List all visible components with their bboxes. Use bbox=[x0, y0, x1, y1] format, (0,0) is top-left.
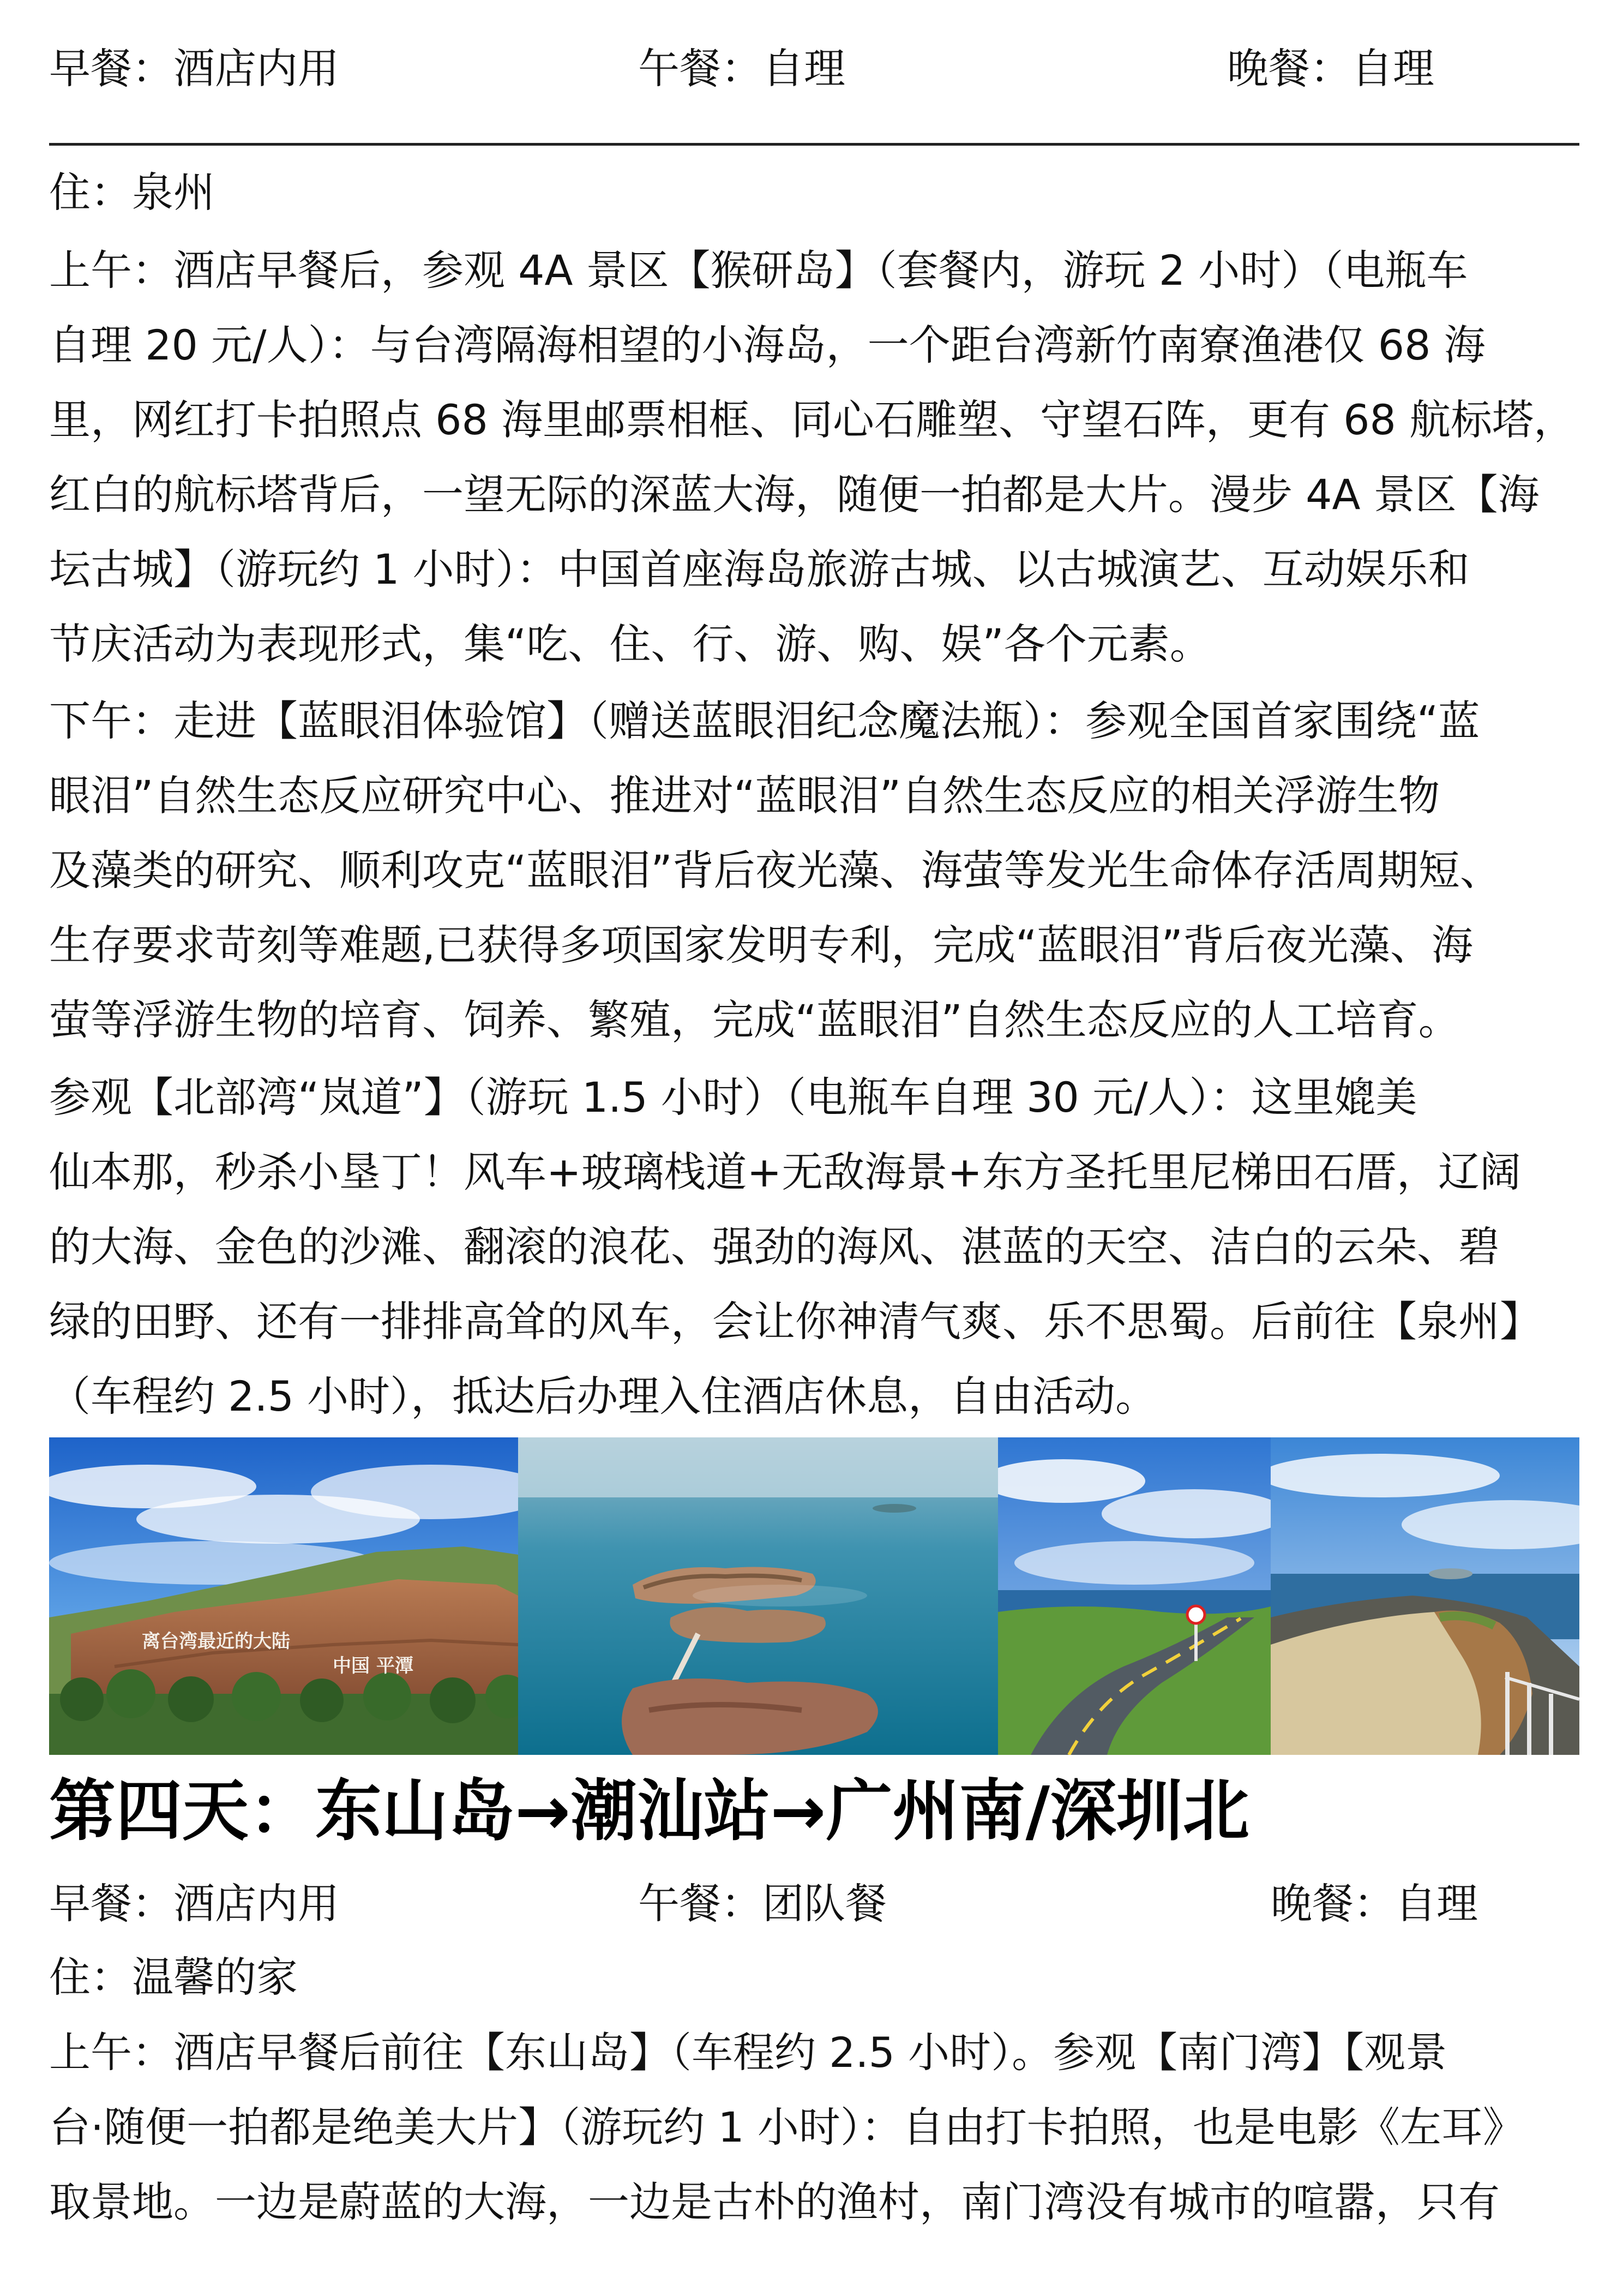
photo-coastal-road bbox=[998, 1437, 1271, 1755]
text-line: 绿的田野、还有一排排高耸的风车，会让你神清气爽、乐不思蜀。后前往【泉州】 bbox=[49, 1297, 1541, 1346]
text-line: 自理 20 元/人）：与台湾隔海相望的小海岛，一个距台湾新竹南寮渔港仅 68 海 bbox=[49, 321, 1486, 369]
day3-dinner: 晚餐：自理 bbox=[1227, 44, 1434, 93]
photo-cliff-sign bbox=[49, 1437, 518, 1755]
text-line: （车程约 2.5 小时），抵达后办理入住酒店休息，自由活动。 bbox=[49, 1372, 1157, 1420]
text-line: 里，网红打卡拍照点 68 海里邮票相框、同心石雕塑、守望石阵，更有 68 航标塔， bbox=[49, 395, 1576, 444]
day4-dinner: 晚餐：自理 bbox=[1271, 1879, 1478, 1928]
text-line: 下午：走进【蓝眼泪体验馆】（赠送蓝眼泪纪念魔法瓶）：参观全国首家围绕“蓝 bbox=[49, 697, 1480, 745]
text-line: 红白的航标塔背后，一望无际的深蓝大海，随便一拍都是大片。漫步 4A 景区【海 bbox=[49, 470, 1540, 519]
day3-breakfast: 早餐：酒店内用 bbox=[49, 44, 339, 93]
day3-visit-paragraph bbox=[49, 1060, 1579, 1434]
day4-breakfast: 早餐：酒店内用 bbox=[49, 1879, 339, 1928]
text-line: 及藻类的研究、顺利攻克“蓝眼泪”背后夜光藻、海萤等发光生命体存活周期短、 bbox=[49, 846, 1501, 895]
text-line: 仙本那，秒杀小垦丁！风车+玻璃栈道+无敌海景+东方圣托里尼梯田石厝，辽阔 bbox=[49, 1148, 1522, 1196]
text-line: 生存要求苛刻等难题,已获得多项国家发明专利，完成“蓝眼泪”背后夜光藻、海 bbox=[49, 921, 1473, 969]
text-line: 节庆活动为表现形式，集“吃、住、行、游、购、娱”各个元素。 bbox=[49, 620, 1211, 668]
photo-strip bbox=[49, 1437, 1579, 1755]
day4-stay: 住：温馨的家 bbox=[49, 1953, 298, 2001]
text-line: 上午：酒店早餐后，参观 4A 景区【猴研岛】（套餐内，游玩 2 小时）（电瓶车 bbox=[49, 246, 1468, 295]
text-line: 的大海、金色的沙滩、翻滚的浪花、强劲的海风、湛蓝的天空、洁白的云朵、碧 bbox=[49, 1222, 1500, 1271]
day4-morning-paragraph bbox=[49, 2015, 1579, 2239]
section-divider bbox=[49, 143, 1579, 146]
day3-afternoon-paragraph bbox=[49, 684, 1579, 1057]
text-line: 坛古城】（游玩约 1 小时）：中国首座海岛旅游古城、以古城演艺、互动娱乐和 bbox=[49, 545, 1470, 594]
photo-coastal-ridge bbox=[1271, 1437, 1579, 1755]
cliff-sign-text-1: 离台湾最近的大陆 bbox=[142, 1630, 290, 1652]
day4-title: 第四天：东山岛→潮汕站→广州南/深圳北 bbox=[49, 1772, 1250, 1850]
text-line: 取景地。一边是蔚蓝的大海，一边是古朴的渔村，南门湾没有城市的喧嚣，只有 bbox=[49, 2178, 1500, 2226]
text-line: 台·随便一拍都是绝美大片】（游玩约 1 小时）：自由打卡拍照，也是电影《左耳》 bbox=[49, 2103, 1524, 2151]
day3-lunch: 午餐：自理 bbox=[638, 44, 845, 93]
text-line: 萤等浮游生物的培育、饲养、繁殖，完成“蓝眼泪”自然生态反应的人工培育。 bbox=[49, 996, 1460, 1044]
day4-lunch: 午餐：团队餐 bbox=[638, 1879, 887, 1928]
day3-stay: 住：泉州 bbox=[49, 168, 215, 217]
day3-morning-paragraph bbox=[49, 233, 1579, 681]
photo-aerial-island bbox=[518, 1437, 998, 1755]
text-line: 参观【北部湾“岚道”】（游玩 1.5 小时）（电瓶车自理 30 元/人）：这里媲美 bbox=[49, 1073, 1417, 1122]
text-line: 眼泪”自然生态反应研究中心、推进对“蓝眼泪”自然生态反应的相关浮游生物 bbox=[49, 771, 1440, 820]
cliff-sign-text-2: 中国 平潭 bbox=[333, 1655, 413, 1677]
text-line: 上午：酒店早餐后前往【东山岛】（车程约 2.5 小时）。参观【南门湾】【观景 bbox=[49, 2028, 1447, 2077]
